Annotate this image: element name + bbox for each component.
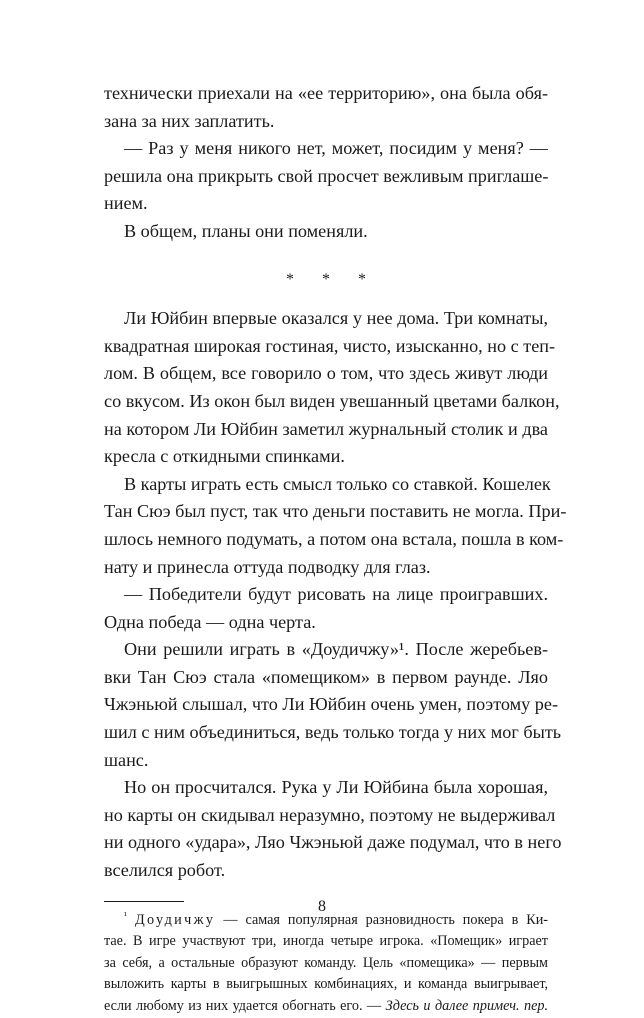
paragraph	[104, 774, 562, 884]
text-line: нату и принесла оттуда подводку для глаз.	[104, 556, 431, 577]
text-line: — Победители будут рисовать на лице проигравших.	[124, 584, 548, 605]
text-line: — Раз у меня никого нет, может, посидим у меня? —	[124, 138, 548, 159]
paragraph	[104, 471, 567, 581]
paragraph	[104, 581, 548, 636]
footnote-term: Доудичжу	[134, 911, 216, 928]
footnote-text: — самая популярная разновидность покера в Ки-	[223, 911, 549, 928]
paragraph	[104, 305, 560, 471]
footnote-line: тае. В игре участвуют три, иногда четыре игрока. «Помещик» играет	[104, 933, 548, 950]
text-line: технически приехали на «ее территорию», она была обя-	[104, 83, 548, 103]
text-line: вки Тан Сюэ стала «помещиком» в первом раунде. Ляо	[104, 666, 548, 687]
text-line: Чжэньюй слышал, что Ли Юйбин очень умен, поэтому ре-	[104, 694, 559, 715]
section-separator: * * *	[286, 270, 378, 288]
text-line: Ли Юйбин впервые оказался у нее дома. Три комнаты,	[124, 308, 548, 329]
text-line: шлось немного подумать, а потом она встала, пошла в ком-	[104, 528, 564, 549]
text-line: Тан Сюэ был пуст, так что деньги поставить не могла. При-	[104, 501, 567, 522]
text-line: Одна победа — одна черта.	[104, 611, 316, 632]
paragraph	[104, 218, 548, 246]
page-number: 8	[318, 898, 326, 915]
text-line: решила она прикрыть свой просчет вежливым приглаше-	[104, 165, 549, 186]
footnote-marker: ¹	[124, 909, 127, 921]
footnote-line: выложить карты в выигрышных комбинациях, и команда выигрывает,	[104, 976, 548, 993]
main-text-top	[104, 80, 548, 246]
text-line: вселился робот.	[104, 860, 226, 881]
text-line: квадратная широкая гостиная, чисто, изысканно, но с теп-	[104, 335, 556, 356]
text-line: В карты играть есть смысл только со ставкой. Кошелек	[124, 473, 551, 494]
text-line: со вкусом. Из окон был виден увешанный цветами балкон,	[104, 390, 560, 411]
text-line: Они решили играть в «Доудичжу»¹. После жеребьев-	[124, 639, 548, 660]
text-line: но карты он скидывал неразумно, поэтому не выдерживал	[104, 804, 556, 825]
footnote-line	[104, 996, 548, 1018]
footnote	[104, 910, 548, 1018]
text-line: зана за них заплатить.	[104, 110, 275, 131]
text-line: ни одного «удара», Ляо Чжэньюй даже подумал, что в него	[104, 832, 562, 853]
book-page	[104, 80, 567, 1018]
paragraph	[104, 135, 548, 218]
text-line: кресла с откидными спинками.	[104, 446, 345, 467]
footnote-text: если любому из них удается обогнать его. —	[104, 998, 382, 1014]
footnote-attribution: Здесь и далее примеч. пер.	[385, 998, 549, 1014]
text-line: Но он просчитался. Рука у Ли Юйбина была хорошая,	[124, 777, 548, 798]
footnote-line: за себя, а остальные образуют команду. Цель «помещика» — первым	[104, 954, 548, 971]
main-text-bottom	[104, 305, 567, 884]
text-line: шил с ним объединиться, ведь только тогда у них мог быть	[104, 722, 562, 743]
text-line: В общем, планы они поменяли.	[124, 220, 368, 241]
text-line: нием.	[104, 193, 148, 214]
text-line: лом. В общем, все говорило о том, что здесь живут люди	[104, 363, 548, 384]
text-line: на котором Ли Юйбин заметил журнальный столик и два	[104, 418, 548, 439]
text-line: шанс.	[104, 749, 149, 770]
paragraph	[104, 80, 548, 135]
paragraph	[104, 636, 562, 774]
